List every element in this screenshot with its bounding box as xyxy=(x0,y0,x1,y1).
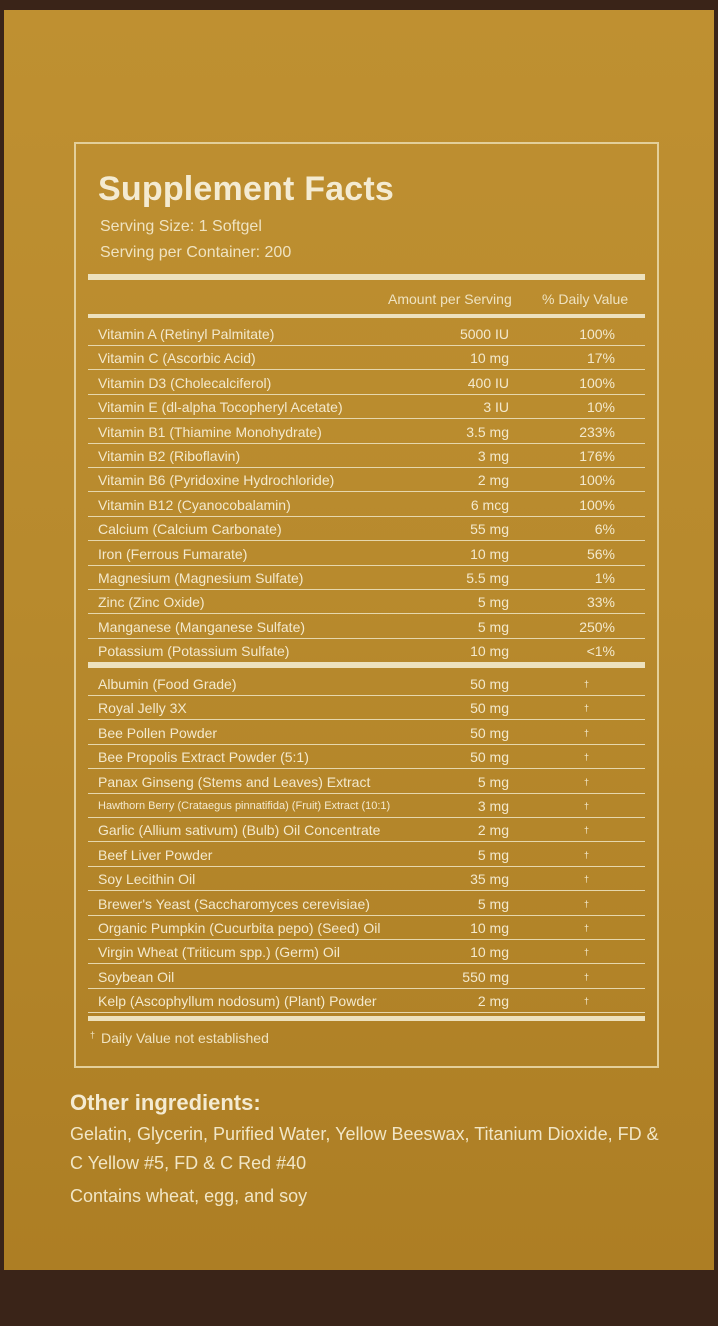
ingredient-name: Potassium (Potassium Sulfate) xyxy=(98,643,290,660)
ingredient-row xyxy=(88,721,645,745)
daily-value: † xyxy=(583,898,589,909)
daily-value: 100% xyxy=(579,496,615,513)
amount-value: 3 mg xyxy=(477,798,509,814)
other-ingredients-heading: Other ingredients: xyxy=(70,1090,261,1115)
ingredient-name: Virgin Wheat (Triticum spp.) (Germ) Oil xyxy=(98,944,340,961)
nutrient-row xyxy=(88,493,645,517)
ingredient-name: Garlic (Allium sativum) (Bulb) Oil Concentrate xyxy=(98,822,381,839)
ingredient-name: Calcium (Calcium Carbonate) xyxy=(98,521,282,538)
ingredient-name: Magnesium (Magnesium Sulfate) xyxy=(98,570,304,586)
ingredient-name: Brewer's Yeast (Saccharomyces cerevisiae) xyxy=(98,895,370,912)
daily-value: 6% xyxy=(594,521,615,538)
ingredient-row xyxy=(88,843,645,867)
amount-value: 50 mg xyxy=(470,700,509,717)
amount-value: 5 mg xyxy=(477,773,509,790)
daily-value: <1% xyxy=(586,643,615,660)
amount-header: Amount per Serving xyxy=(388,291,512,307)
supplement-facts-box xyxy=(74,142,659,1068)
ingredient-row xyxy=(88,867,645,891)
amount-value: 5000 IU xyxy=(459,326,509,342)
ingredient-row xyxy=(88,940,645,964)
daily-value-header: % Daily Value xyxy=(542,291,629,307)
ingredient-name: Panax Ginseng (Stems and Leaves) Extract xyxy=(98,773,371,790)
nutrient-row xyxy=(88,395,645,419)
nutrient-row xyxy=(88,517,645,541)
ingredient-name: Zinc (Zinc Oxide) xyxy=(98,594,205,611)
amount-value: 550 mg xyxy=(462,968,509,985)
amount-value: 3 mg xyxy=(477,448,509,464)
ingredient-name: Bee Pollen Powder xyxy=(98,724,218,741)
daily-value: 233% xyxy=(579,423,615,440)
daily-value: † xyxy=(583,849,589,860)
ingredient-name: Vitamin B6 (Pyridoxine Hydrochloride) xyxy=(98,472,335,489)
ingredient-name: Albumin (Food Grade) xyxy=(98,676,237,692)
ingredient-row xyxy=(88,916,645,940)
daily-value: † xyxy=(583,971,589,982)
ingredient-row xyxy=(88,770,645,794)
daily-value: † xyxy=(583,752,589,763)
ingredient-row xyxy=(88,965,645,989)
nutrient-row xyxy=(88,468,645,492)
ingredient-name: Vitamin C (Ascorbic Acid) xyxy=(98,350,256,367)
amount-value: 2 mg xyxy=(477,822,509,839)
ingredient-name: Soy Lecithin Oil xyxy=(98,871,196,888)
nutrient-row xyxy=(88,371,645,395)
daily-value: 33% xyxy=(586,594,615,611)
amount-value: 10 mg xyxy=(470,643,509,660)
ingredient-name: Vitamin A (Retinyl Palmitate) xyxy=(98,326,275,342)
ingredient-row xyxy=(88,672,645,696)
ingredient-row xyxy=(88,794,645,818)
thick-divider-3 xyxy=(88,1016,645,1021)
daily-value: † xyxy=(583,679,589,689)
nutrient-row xyxy=(88,566,645,590)
daily-value: 100% xyxy=(579,374,615,391)
ingredient-row xyxy=(88,696,645,720)
daily-value: † xyxy=(583,996,589,1007)
daily-value: 1% xyxy=(594,570,615,586)
other-ingredients-text: Gelatin, Glycerin, Purified Water, Yellow Beeswax, Titanium Dioxide, FD & C Yellow #5, FD & C Red #40 xyxy=(70,1124,659,1173)
daily-value: † xyxy=(583,727,589,738)
nutrient-row xyxy=(88,444,645,468)
ingredient-name: Soybean Oil xyxy=(98,968,175,985)
daily-value: † xyxy=(583,947,589,958)
ingredient-name: Bee Propolis Extract Powder (5:1) xyxy=(98,749,309,766)
amount-value: 2 mg xyxy=(477,993,509,1010)
amount-value: 6 mcg xyxy=(470,496,509,513)
footnote-text: Daily Value not established xyxy=(101,1030,269,1046)
daily-value: 100% xyxy=(579,472,615,489)
daily-value: † xyxy=(583,874,589,885)
nutrient-row xyxy=(88,346,645,370)
amount-value: 50 mg xyxy=(470,724,509,741)
servings-per-container: Serving per Container: 200 xyxy=(100,244,292,261)
ingredient-name: Organic Pumpkin (Cucurbita pepo) (Seed) Oil xyxy=(98,920,381,936)
ingredient-row xyxy=(88,745,645,769)
ingredient-name: Vitamin D3 (Cholecalciferol) xyxy=(98,374,272,391)
ingredient-name: Kelp (Ascophyllum nodosum) (Plant) Powder xyxy=(98,993,377,1010)
amount-value: 3.5 mg xyxy=(466,423,509,440)
daily-value: † xyxy=(583,776,589,787)
daily-value: † xyxy=(583,801,589,811)
ingredient-row xyxy=(88,892,645,916)
daily-value: † xyxy=(583,923,589,933)
amount-value: 55 mg xyxy=(470,521,509,538)
ingredient-name: Vitamin B2 (Riboflavin) xyxy=(98,448,241,464)
allergen-statement: Contains wheat, egg, and soy xyxy=(70,1186,308,1206)
amount-value: 5 mg xyxy=(477,895,509,912)
amount-value: 5.5 mg xyxy=(466,570,509,586)
daily-value: 10% xyxy=(586,399,615,416)
thick-divider xyxy=(88,274,645,280)
nutrient-row xyxy=(88,420,645,444)
medium-divider xyxy=(88,314,645,318)
nutrient-row xyxy=(88,590,645,614)
ingredient-name: Beef Liver Powder xyxy=(98,846,213,863)
amount-value: 50 mg xyxy=(470,676,509,692)
ingredient-name: Iron (Ferrous Fumarate) xyxy=(98,545,248,562)
amount-value: 35 mg xyxy=(470,871,509,888)
dagger-mark: † xyxy=(90,1030,96,1040)
amount-value: 10 mg xyxy=(470,944,509,961)
amount-value: 5 mg xyxy=(477,594,509,611)
amount-value: 3 IU xyxy=(483,399,509,416)
thick-divider-2 xyxy=(88,662,645,668)
amount-value: 10 mg xyxy=(470,920,509,936)
ingredient-name: Vitamin B12 (Cyanocobalamin) xyxy=(98,496,291,513)
ingredient-name: Vitamin E (dl-alpha Tocopheryl Acetate) xyxy=(98,399,343,416)
ingredient-row xyxy=(88,989,645,1013)
ingredient-name: Hawthorn Berry (Crataegus pinnatifida) (Fruit) Extract (10:1) xyxy=(98,800,391,812)
daily-value: 100% xyxy=(579,326,615,342)
amount-value: 5 mg xyxy=(477,846,509,863)
nutrient-row xyxy=(88,615,645,639)
daily-value: 250% xyxy=(579,618,615,635)
nutrient-row xyxy=(88,322,645,346)
amount-value: 5 mg xyxy=(477,618,509,635)
ingredient-name: Manganese (Manganese Sulfate) xyxy=(98,618,306,635)
daily-value: 176% xyxy=(579,448,615,464)
ingredient-name: Vitamin B1 (Thiamine Monohydrate) xyxy=(98,423,322,440)
ingredient-row xyxy=(88,818,645,842)
daily-value: † xyxy=(583,825,589,836)
nutrient-row xyxy=(88,639,645,663)
amount-value: 2 mg xyxy=(477,472,509,489)
facts-title: Supplement Facts xyxy=(98,170,395,208)
amount-value: 10 mg xyxy=(470,350,509,367)
amount-value: 50 mg xyxy=(470,749,509,766)
amount-value: 10 mg xyxy=(470,545,509,562)
daily-value: 56% xyxy=(586,545,615,562)
daily-value: 17% xyxy=(586,350,615,367)
footnote xyxy=(90,1030,269,1046)
ingredient-name: Royal Jelly 3X xyxy=(98,700,187,717)
serving-size: Serving Size: 1 Softgel xyxy=(100,218,262,235)
nutrient-row xyxy=(88,542,645,566)
label-panel xyxy=(4,10,714,1270)
amount-value: 400 IU xyxy=(467,374,509,391)
daily-value: † xyxy=(583,703,589,714)
